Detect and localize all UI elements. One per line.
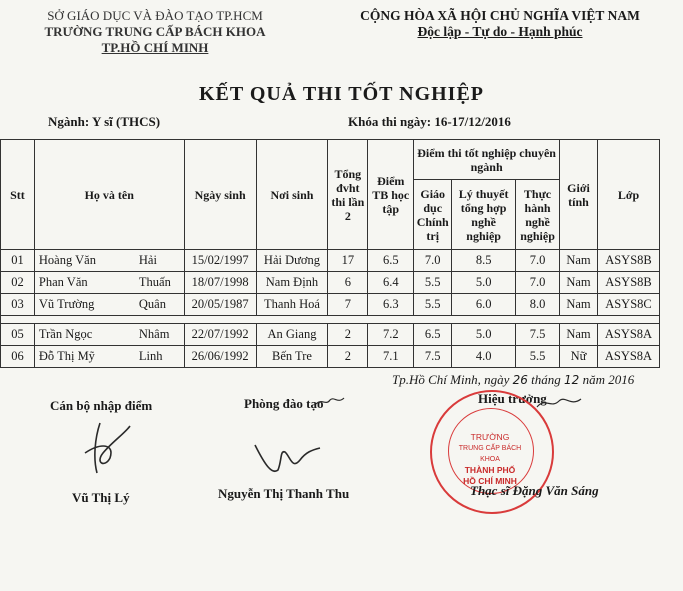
cell-name bbox=[34, 346, 184, 368]
signature-left bbox=[75, 418, 145, 478]
cell-pob: An Giang bbox=[256, 324, 328, 346]
cell-s3: 7.5 bbox=[516, 324, 560, 346]
date-month-label: tháng bbox=[531, 372, 561, 387]
cell-gender: Nam bbox=[560, 294, 598, 316]
exam-term: Khóa thi ngày: 16-17/12/2016 bbox=[348, 114, 511, 129]
cell-s3: 5.5 bbox=[516, 346, 560, 368]
cell-pob: Nam Định bbox=[256, 272, 328, 294]
cell-dob: 26/06/1992 bbox=[184, 346, 256, 368]
first-name: Quân bbox=[138, 297, 166, 311]
col-s2: Lý thuyết tổng hợp nghề nghiệp bbox=[452, 180, 516, 250]
cell-class: ASYS8A bbox=[597, 324, 659, 346]
signature-mid bbox=[250, 430, 330, 480]
stamp-text bbox=[450, 432, 530, 487]
col-total: Tổng đvht thi lần 2 bbox=[328, 140, 368, 250]
last-name: Trần Ngọc bbox=[38, 327, 93, 341]
cell-avg: 7.2 bbox=[368, 324, 414, 346]
first-name: Linh bbox=[138, 349, 163, 363]
signer-right-name: Thạc sĩ Đặng Văn Sáng bbox=[470, 483, 599, 498]
cell-s1: 6.5 bbox=[414, 324, 452, 346]
first-name: Nhâm bbox=[138, 327, 170, 341]
date-year-label: năm 2016 bbox=[582, 372, 635, 387]
cell-stt: 02 bbox=[1, 272, 35, 294]
date-line bbox=[392, 372, 634, 388]
cell-name bbox=[34, 272, 184, 294]
cell-total: 2 bbox=[328, 346, 368, 368]
national-header bbox=[330, 8, 670, 40]
cell-class: ASYS8B bbox=[597, 272, 659, 294]
cell-name bbox=[34, 324, 184, 346]
col-pob: Nơi sinh bbox=[256, 140, 328, 250]
rows-group-2 bbox=[1, 324, 660, 368]
cell-s2: 5.0 bbox=[452, 272, 516, 294]
issuer-header bbox=[30, 8, 280, 56]
signer-mid-name: Nguyễn Thị Thanh Thu bbox=[218, 486, 350, 501]
table-row bbox=[1, 250, 660, 272]
stamp-line-1: TRƯỜNG bbox=[470, 432, 510, 442]
table-row bbox=[1, 346, 660, 368]
table-row bbox=[1, 324, 660, 346]
col-group: Điểm thi tốt nghiệp chuyên ngành bbox=[414, 140, 560, 180]
cell-avg: 6.4 bbox=[368, 272, 414, 294]
cell-s2: 6.0 bbox=[452, 294, 516, 316]
cell-pob: Thanh Hoá bbox=[256, 294, 328, 316]
cell-pob: Hải Dương bbox=[256, 250, 328, 272]
rows-group-1 bbox=[1, 250, 660, 316]
signer-mid-title: Phòng đào tạo bbox=[244, 396, 324, 411]
major-label: Ngành: Y sĩ (THCS) bbox=[48, 114, 161, 129]
cell-total: 17 bbox=[328, 250, 368, 272]
cell-dob: 20/05/1987 bbox=[184, 294, 256, 316]
col-s3: Thực hành nghề nghiệp bbox=[516, 180, 560, 250]
cell-name bbox=[34, 294, 184, 316]
date-prefix: Tp.Hồ Chí Minh, ngày bbox=[392, 372, 510, 387]
national-line-1: CỘNG HÒA XÃ HỘI CHỦ NGHĨA VIỆT NAM bbox=[360, 8, 640, 23]
cell-dob: 15/02/1997 bbox=[184, 250, 256, 272]
cell-s2: 8.5 bbox=[452, 250, 516, 272]
last-name: Hoàng Văn bbox=[38, 253, 96, 267]
cell-gender: Nam bbox=[560, 272, 598, 294]
last-name: Đỗ Thị Mỹ bbox=[38, 349, 95, 363]
cell-class: ASYS8C bbox=[597, 294, 659, 316]
first-name: Thuấn bbox=[138, 275, 171, 289]
cell-class: ASYS8B bbox=[597, 250, 659, 272]
col-stt: Stt bbox=[1, 140, 35, 250]
cell-stt: 06 bbox=[1, 346, 35, 368]
stamp-line-3: THÀNH PHỐ bbox=[464, 465, 516, 475]
issuer-line-3: TP.HỒ CHÍ MINH bbox=[101, 40, 209, 55]
cell-pob: Bến Tre bbox=[256, 346, 328, 368]
stamp-line-2: TRUNG CẤP BÁCH KHOA bbox=[458, 445, 522, 463]
national-motto: Độc lập - Tự do - Hạnh phúc bbox=[417, 24, 583, 39]
cell-stt: 03 bbox=[1, 294, 35, 316]
cell-s1: 5.5 bbox=[414, 294, 452, 316]
signer-left-title: Cán bộ nhập điểm bbox=[50, 398, 153, 413]
cell-total: 7 bbox=[328, 294, 368, 316]
col-gender: Giới tính bbox=[560, 140, 598, 250]
issuer-line-1: SỞ GIÁO DỤC VÀ ĐÀO TẠO TP.HCM bbox=[47, 8, 263, 23]
cell-s1: 5.5 bbox=[414, 272, 452, 294]
cell-total: 2 bbox=[328, 324, 368, 346]
cell-name bbox=[34, 250, 184, 272]
first-name: Hải bbox=[138, 253, 157, 267]
cell-s2: 5.0 bbox=[452, 324, 516, 346]
signer-right-title: Hiệu trưởng bbox=[478, 391, 547, 406]
issuer-line-2: TRƯỜNG TRUNG CẤP BÁCH KHOA bbox=[44, 24, 266, 39]
cell-s3: 7.0 bbox=[516, 272, 560, 294]
cell-gender: Nam bbox=[560, 324, 598, 346]
cell-s3: 7.0 bbox=[516, 250, 560, 272]
row-separator bbox=[1, 316, 660, 324]
table-row bbox=[1, 294, 660, 316]
signature-mid-short bbox=[314, 394, 346, 408]
cell-s1: 7.0 bbox=[414, 250, 452, 272]
cell-stt: 01 bbox=[1, 250, 35, 272]
col-s1: Giáo dục Chính trị bbox=[414, 180, 452, 250]
separator-cell bbox=[1, 316, 660, 324]
cell-avg: 7.1 bbox=[368, 346, 414, 368]
last-name: Vũ Trường bbox=[38, 297, 95, 311]
cell-dob: 22/07/1992 bbox=[184, 324, 256, 346]
date-day: 26 bbox=[512, 373, 528, 387]
signer-left-name: Vũ Thị Lý bbox=[72, 490, 130, 505]
cell-gender: Nam bbox=[560, 250, 598, 272]
col-class: Lớp bbox=[597, 140, 659, 250]
col-name: Họ và tên bbox=[34, 140, 184, 250]
col-avg: Điểm TB học tập bbox=[368, 140, 414, 250]
signature-right-short bbox=[535, 393, 585, 413]
stamp-line-4: HỒ CHÍ MINH bbox=[463, 476, 517, 486]
results-table bbox=[0, 139, 660, 368]
cell-gender: Nữ bbox=[560, 346, 598, 368]
col-dob: Ngày sinh bbox=[184, 140, 256, 250]
table-row bbox=[1, 272, 660, 294]
cell-dob: 18/07/1998 bbox=[184, 272, 256, 294]
cell-s3: 8.0 bbox=[516, 294, 560, 316]
cell-class: ASYS8A bbox=[597, 346, 659, 368]
date-month: 12 bbox=[564, 373, 580, 387]
cell-avg: 6.3 bbox=[368, 294, 414, 316]
cell-s2: 4.0 bbox=[452, 346, 516, 368]
cell-avg: 6.5 bbox=[368, 250, 414, 272]
cell-total: 6 bbox=[328, 272, 368, 294]
cell-s1: 7.5 bbox=[414, 346, 452, 368]
cell-stt: 05 bbox=[1, 324, 35, 346]
document-title: KẾT QUẢ THI TỐT NGHIỆP bbox=[198, 83, 485, 105]
last-name: Phan Văn bbox=[38, 275, 88, 289]
